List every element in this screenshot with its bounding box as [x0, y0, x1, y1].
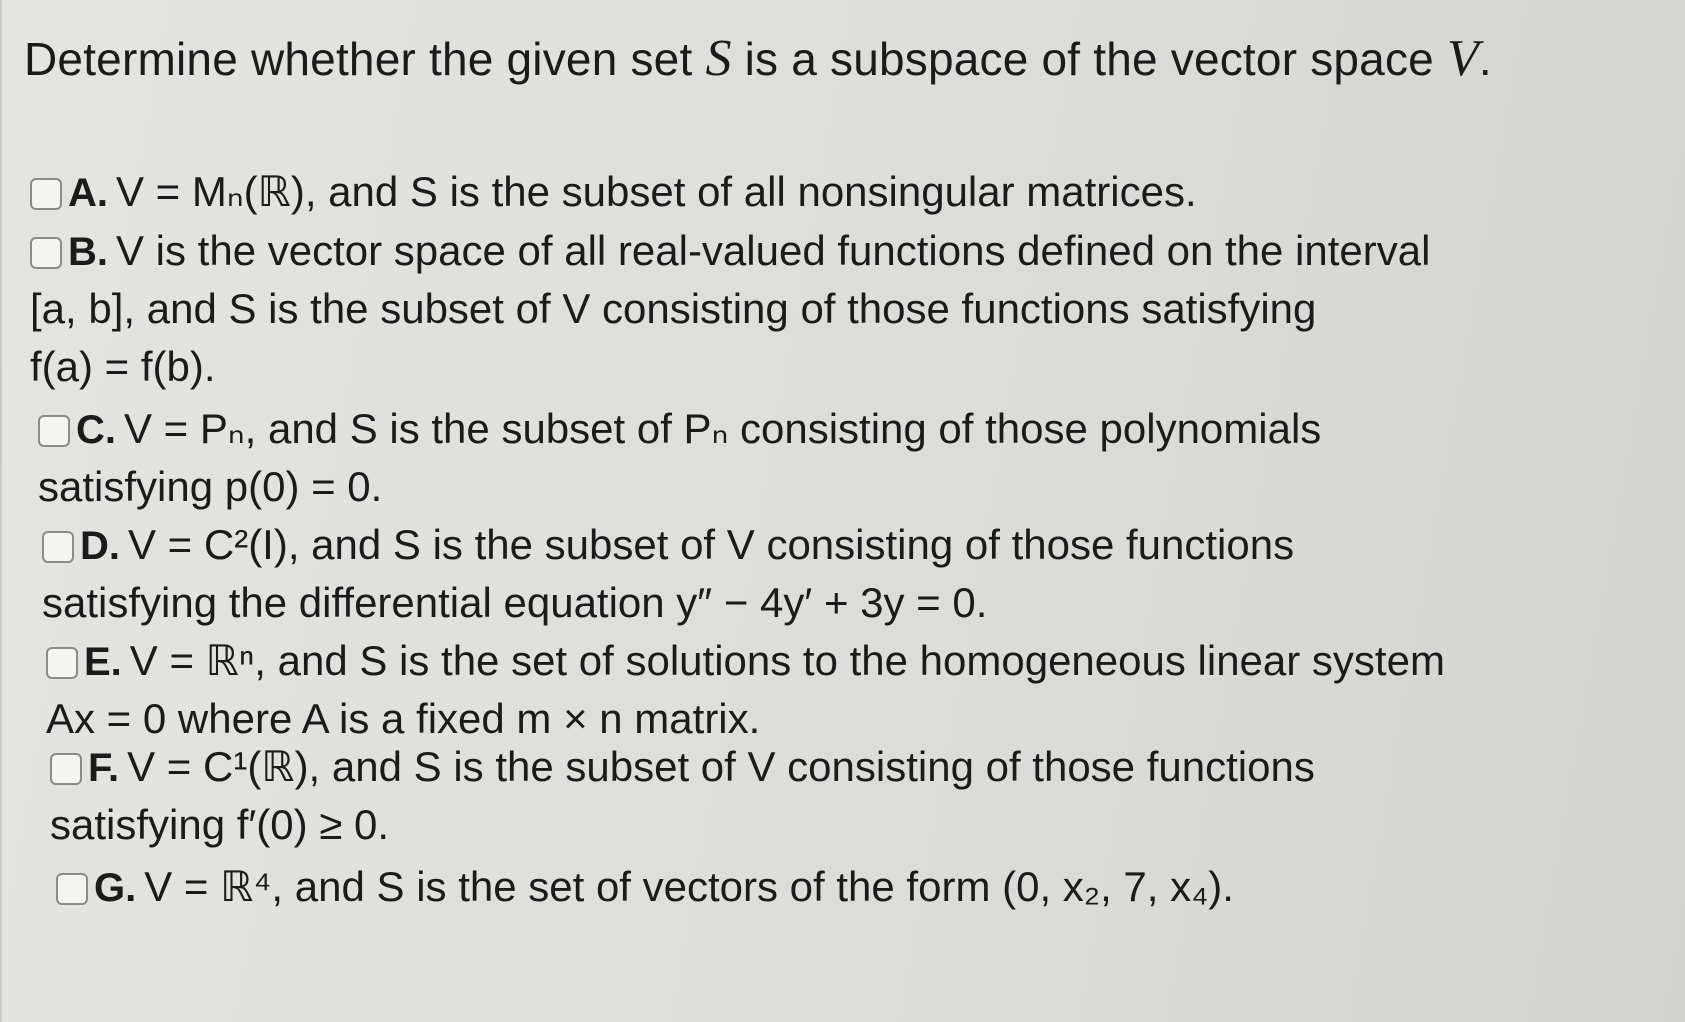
option-c-line-2	[38, 458, 1321, 516]
option-g-letter: G.	[94, 866, 137, 910]
option-g-line-1	[56, 858, 1234, 916]
option-c-checkbox[interactable]	[38, 415, 70, 447]
option-e-text-2: Ax = 0 where A is a fixed m × n matrix.	[46, 695, 761, 742]
option-c-line-1	[38, 400, 1321, 458]
option-a-line-1	[30, 163, 1197, 221]
option-d-letter: D.	[80, 524, 120, 568]
option-g-text: V = ℝ⁴, and S is the set of vectors of the form (0, x₂, 7, x₄).	[144, 863, 1234, 910]
option-a[interactable]	[30, 163, 1197, 221]
option-b-text-2: [a, b], and S is the subset of V consisting of those functions satisfying	[30, 285, 1317, 332]
option-c[interactable]	[38, 400, 1321, 516]
option-e-line-1	[46, 632, 1445, 690]
option-g[interactable]	[56, 858, 1234, 916]
question-set-symbol: S	[705, 30, 732, 87]
option-f-line-2	[50, 796, 1315, 854]
option-f-text-1: V = C¹(ℝ), and S is the subset of V consisting of those functions	[127, 743, 1315, 790]
option-e-text-1: V = ℝⁿ, and S is the set of solutions to the homogeneous linear system	[129, 637, 1445, 684]
option-g-checkbox[interactable]	[56, 873, 88, 905]
question-prefix: Determine whether the given set	[24, 33, 693, 85]
option-b-line-2	[30, 280, 1430, 338]
question-space-symbol: V	[1446, 30, 1479, 87]
option-f-letter: F.	[88, 746, 120, 790]
option-f-line-1	[50, 738, 1315, 796]
option-e-checkbox[interactable]	[46, 647, 78, 679]
option-b[interactable]	[30, 222, 1430, 396]
option-d-line-2	[42, 574, 1294, 632]
option-a-checkbox[interactable]	[30, 178, 62, 210]
option-f[interactable]	[50, 738, 1315, 854]
question-suffix: .	[1478, 33, 1492, 85]
option-c-letter: C.	[76, 408, 116, 452]
option-e-letter: E.	[84, 640, 122, 684]
option-b-line-1	[30, 222, 1430, 280]
option-d-line-1	[42, 516, 1294, 574]
option-d-text-2: satisfying the differential equation y″ − 4y′ + 3y = 0.	[42, 579, 988, 626]
option-f-checkbox[interactable]	[50, 753, 82, 785]
option-c-text-1: V = Pₙ, and S is the subset of Pₙ consisting of those polynomials	[124, 405, 1322, 452]
option-b-letter: B.	[68, 230, 108, 274]
option-d[interactable]	[42, 516, 1294, 632]
option-f-text-2: satisfying f′(0) ≥ 0.	[50, 801, 390, 848]
option-c-text-2: satisfying p(0) = 0.	[38, 463, 383, 510]
option-b-line-3	[30, 338, 1430, 396]
option-a-text: V = Mₙ(ℝ), and S is the subset of all nonsingular matrices.	[116, 168, 1197, 215]
option-d-checkbox[interactable]	[42, 531, 74, 563]
option-d-text-1: V = C²(I), and S is the subset of V consisting of those functions	[128, 521, 1295, 568]
option-b-checkbox[interactable]	[30, 237, 62, 269]
option-e[interactable]	[46, 632, 1445, 748]
option-b-text-1: V is the vector space of all real-valued functions defined on the interval	[116, 227, 1431, 274]
option-a-letter: A.	[68, 171, 108, 215]
question-middle: is a subspace of the vector space	[744, 33, 1434, 85]
option-b-text-3: f(a) = f(b).	[30, 343, 216, 390]
